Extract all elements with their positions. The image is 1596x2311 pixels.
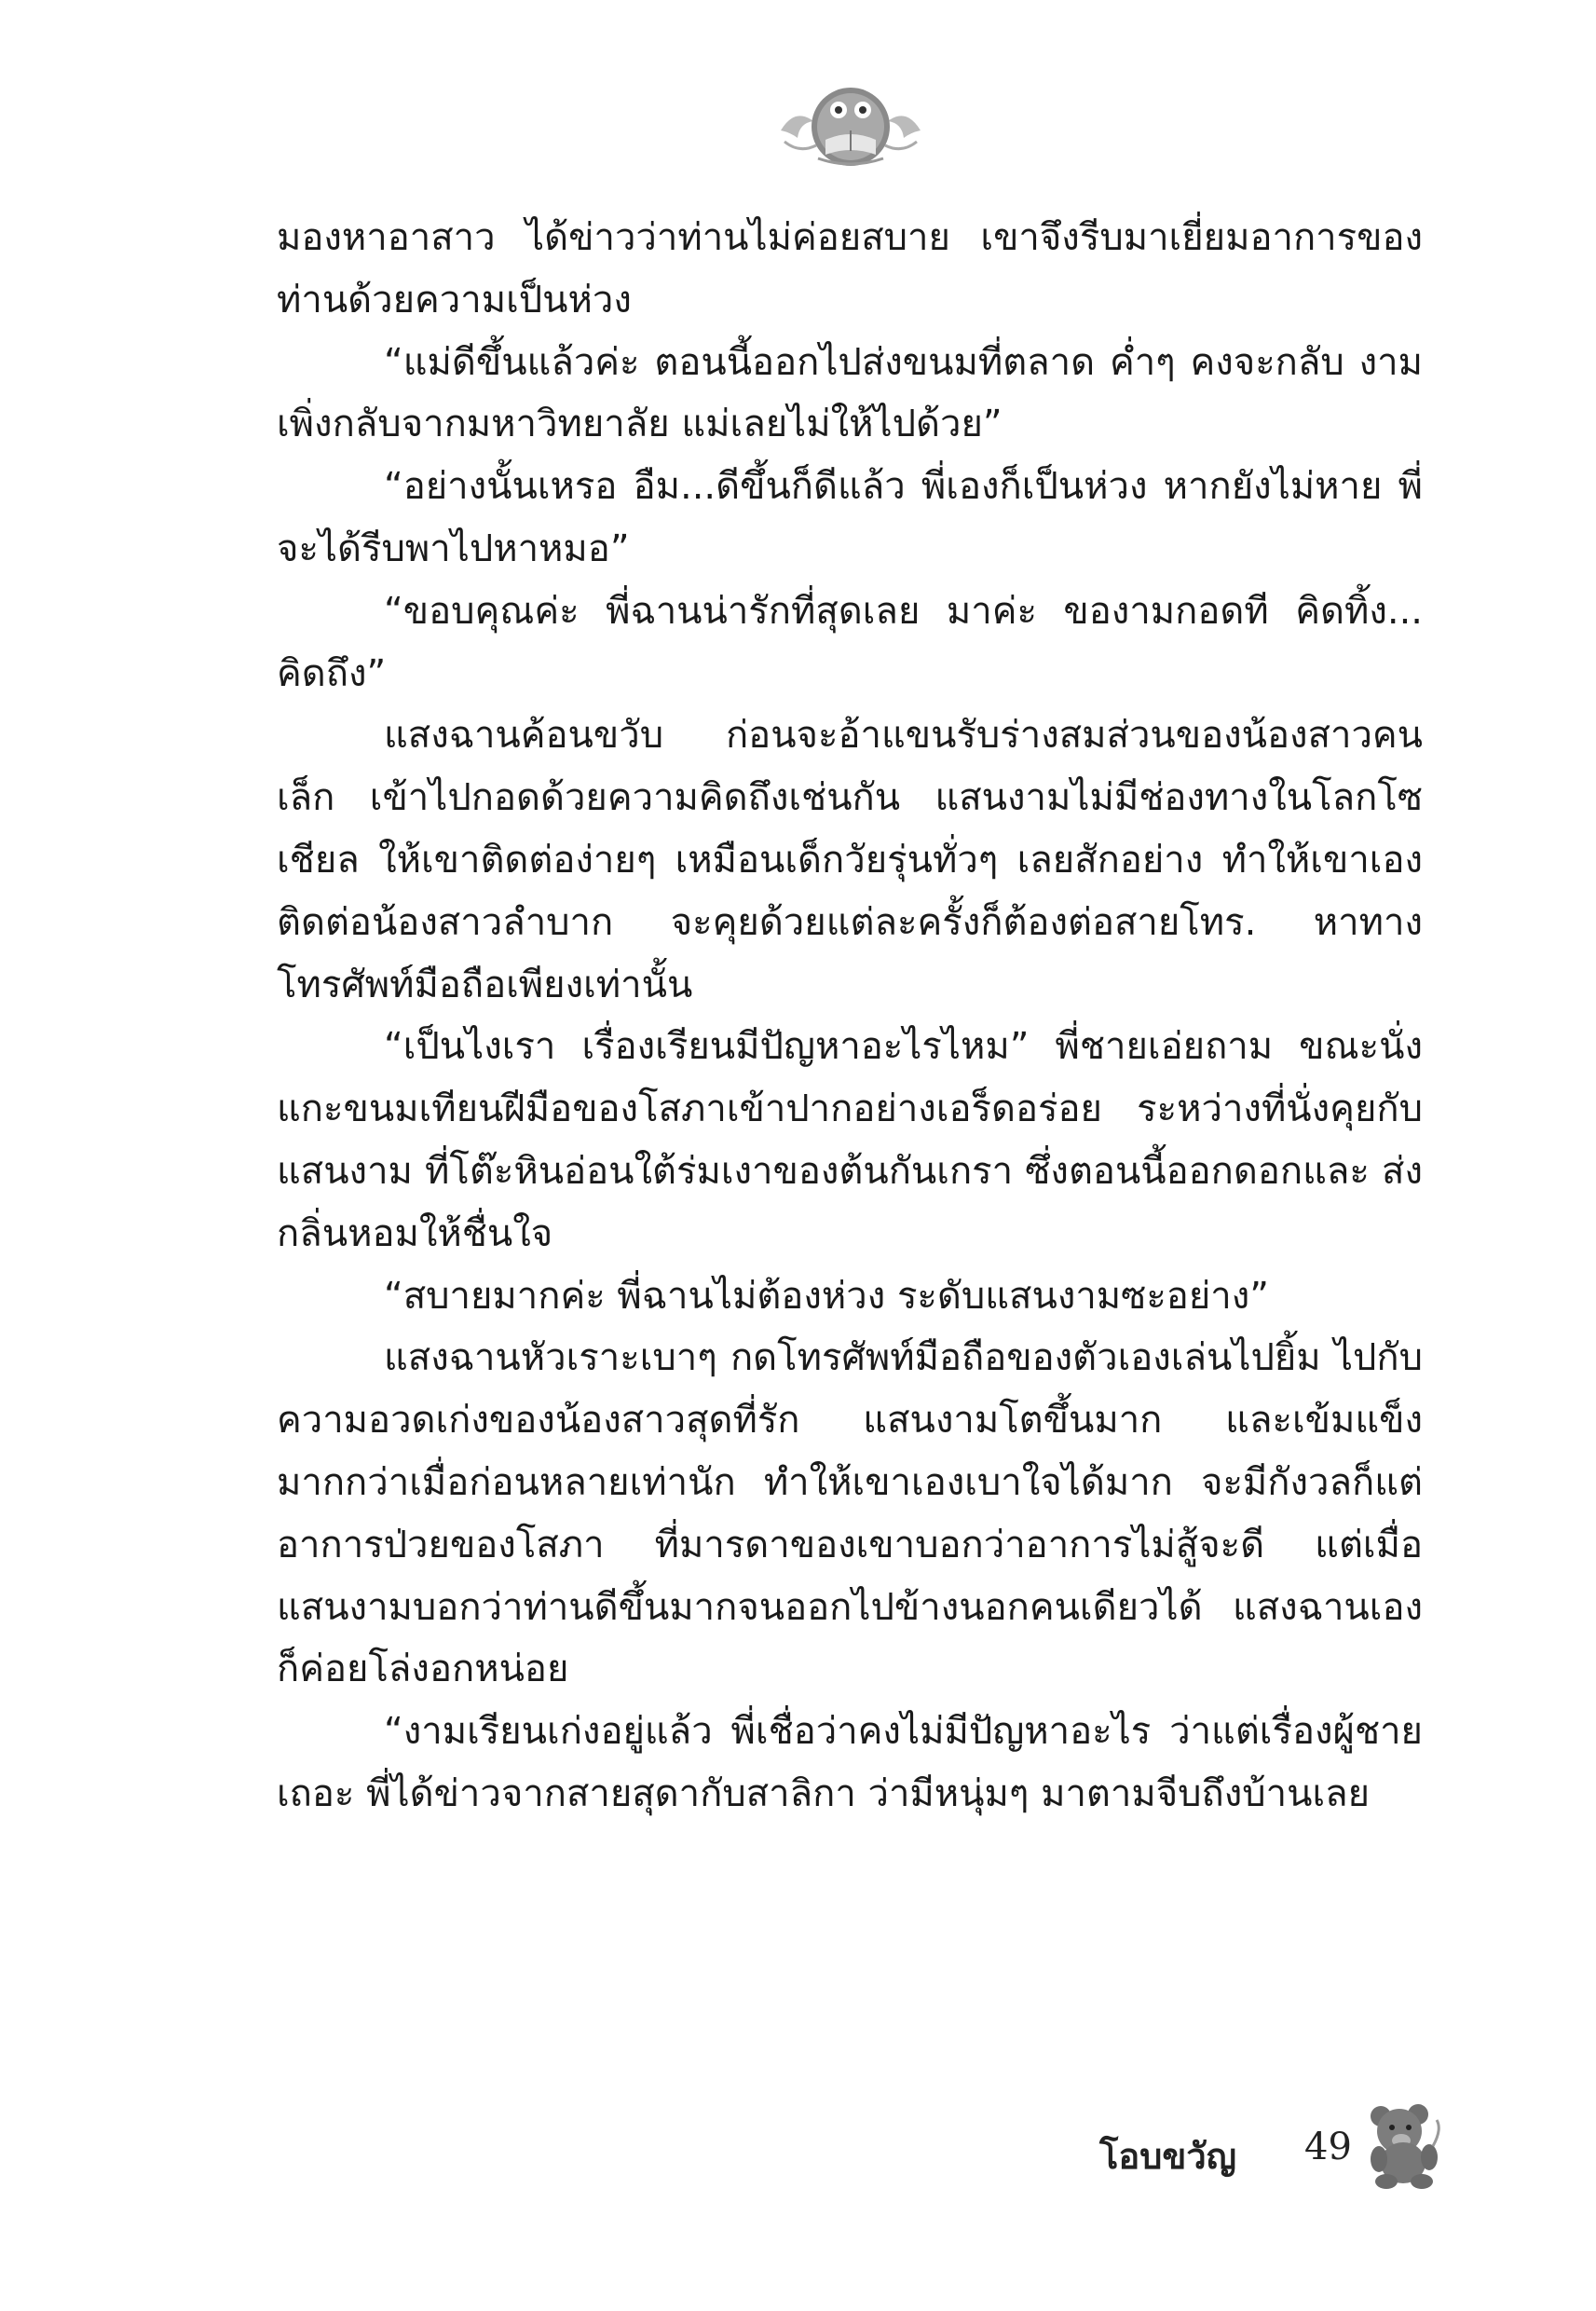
- teddy-bear-icon: [1360, 2101, 1444, 2190]
- paragraph: “ขอบคุณค่ะ พี่ฉานน่ารักที่สุดเลย มาค่ะ ของามกอดที คิดทิ้ง... คิดถึง”: [277, 589, 1423, 695]
- paragraph: มองหาอาสาว ได้ข่าวว่าท่านไม่ค่อยสบาย เขาจึงรีบมาเยี่ยมอาการของท่านด้วยความเป็นห่วง: [277, 216, 1423, 321]
- page-number: 49: [1304, 2126, 1352, 2168]
- paragraph: แสงฉานค้อนขวับ ก่อนจะอ้าแขนรับร่างสมส่วนของน้องสาวคนเล็ก เข้าไปกอดด้วยความคิดถึงเช่นกัน แสนงามไม่มีช่องทางในโลกโซเชียล ให้เขาติดต่อง่ายๆ เหมือนเด็กวัยรุ่นทั่วๆ เลยสักอย่าง ทำให้เขาเอง ติดต่อน้องสาวลำบาก จะคุยด้วยแต่ละครั้งก็ต้องต่อสายโทร. หาทาง โทรศัพท์มือถือเพียงเท่านั้น: [277, 714, 1423, 1006]
- paragraph: “เป็นไงเรา เรื่องเรียนมีปัญหาอะไรไหม” พี่ชายเอ่ยถาม ขณะนั่ง แกะขนมเทียนฝีมือของโสภาเข้าปากอย่างเอร็ดอร่อย ระหว่างที่นั่งคุยกับ แสนงาม ที่โต๊ะหินอ่อนใต้ร่มเงาของต้นกันเกรา ซึ่งตอนนี้ออกดอกและ ส่งกลิ่นหอมให้ชื่นใจ: [277, 1025, 1423, 1255]
- page-footer: [1071, 2101, 1435, 2195]
- paragraph: “งามเรียนเก่งอยู่แล้ว พี่เชื่อว่าคงไม่มีปัญหาอะไร ว่าแต่เรื่องผู้ชาย เถอะ พี่ได้ข่าวจากสายสุดากับสาลิกา ว่ามีหนุ่มๆ มาตามจีบถึงบ้านเลย: [277, 1710, 1423, 1815]
- publisher-emblem-icon: [771, 65, 930, 186]
- paragraph: แสงฉานหัวเราะเบาๆ กดโทรศัพท์มือถือของตัวเองเล่นไปยิ้ม ไปกับความอวดเก่งของน้องสาวสุดที่รัก แสนงามโตขึ้นมาก และเข้มแข็ง มากกว่าเมื่อก่อนหลายเท่านัก ทำให้เขาเองเบาใจได้มาก จะมีกังวลก็แต่ อาการป่วยของโสภา ที่มารดาของเขาบอกว่าอาการไม่สู้จะดี แต่เมื่อ แสนงามบอกว่าท่านดีขึ้นมากจนออกไปข้างนอกคนเดียวได้ แสงฉานเอง ก็ค่อยโล่งอกหน่อย: [277, 1336, 1423, 1691]
- book-title: โอบขวัญ: [1099, 2136, 1237, 2177]
- paragraph: “อย่างนั้นเหรอ อืม...ดีขึ้นก็ดีแล้ว พี่เองก็เป็นห่วง หากยังไม่หาย พี่จะได้รีบพาไปหาหมอ”: [277, 465, 1423, 570]
- paragraph: “แม่ดีขึ้นแล้วค่ะ ตอนนี้ออกไปส่งขนมที่ตลาด ค่ำๆ คงจะกลับ งามเพิ่งกลับจากมหาวิทยาลัย แม่เลยไม่ให้ไปด้วย”: [277, 340, 1423, 446]
- paragraph: “สบายมากค่ะ พี่ฉานไม่ต้องห่วง ระดับแสนงามซะอย่าง”: [384, 1274, 1269, 1318]
- story-text: [277, 207, 1423, 1826]
